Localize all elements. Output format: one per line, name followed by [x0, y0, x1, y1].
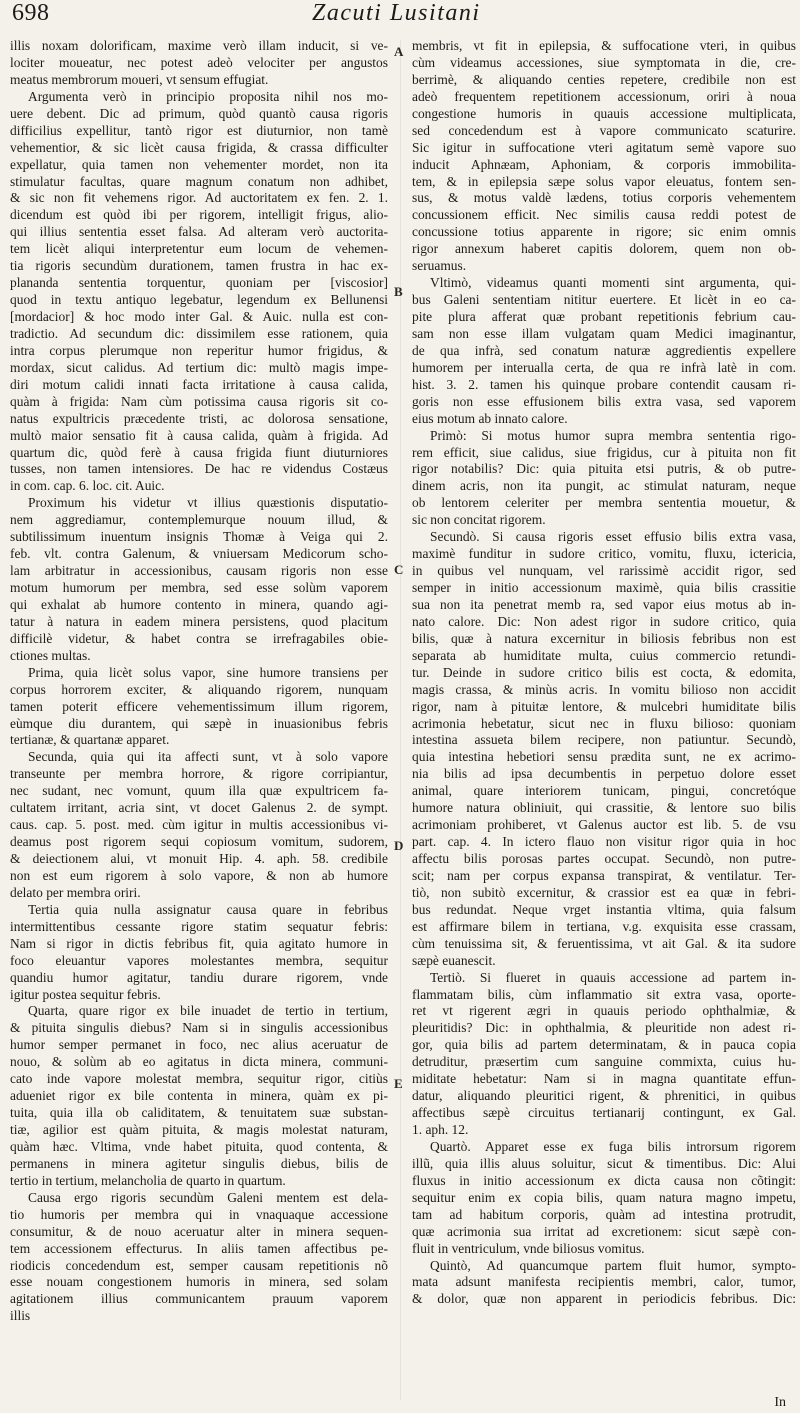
text-line: miditate hebetatur: Nam si in magna quantitate effun- [412, 1071, 796, 1087]
text-line: Tertia quia nulla assignatur causa quare in febribus [28, 901, 388, 917]
text-line: plananda sententia torquentur, quoniam per [viscosior] [10, 275, 388, 291]
text-line: sæpè euanescit. [412, 952, 496, 968]
text-line: quod in textu antiquo legebatur, legendum ex Bellunensi [10, 292, 388, 308]
text-line: tusses, non tamen intensiores. De hac re videndus Costæus [10, 461, 388, 477]
text-line: tem, & in epilepsia sæpe solus vapor eleuatus, fontem sen- [412, 173, 796, 189]
text-line: bilis, quæ à natura excernitur in biliosis febribus non est [412, 630, 796, 646]
text-line: Secunda, quia qui ita affecti sunt, vt à solo vapore [28, 749, 388, 765]
text-line: adeò frequentem repetitionem accessionum, oriri à noua [412, 88, 796, 104]
text-line: dicendum est quòd ibi per rigorem, intelligit frigus, alio- [10, 207, 388, 223]
page-header [12, 0, 782, 40]
text-line: qui exhalat ab humore contento in minera, quando agi- [10, 596, 388, 612]
text-line: cùm tenuissima sit, & feruentissima, vt ait Gal. & ita sudore [412, 935, 796, 951]
text-line: sam non esse illam vulgatam quam Medici imaginantur, [412, 325, 796, 341]
text-line: datur, aliquando pleuritici rigent, & phrenitici, in quibus [412, 1088, 796, 1104]
text-line: pleuritidis? Dic: in ophthalmia, & pleuritide non adest ri- [412, 1020, 796, 1036]
text-line: cato inde vapore molestat membra, sequitur rigor, citiùs [10, 1071, 388, 1087]
text-line: sic non concitat rigorem. [412, 512, 546, 528]
text-line: flammatam bilis, cùm inflammatio sit extra vasa, oporte- [412, 986, 796, 1002]
text-line: eùmque diu durantem, qui sæpè in inuasionibus febris [10, 715, 388, 731]
text-line: nia bilis ad ipsa decumbentis in perpetuo dolore esset [412, 766, 796, 782]
text-line: uere debent. Dic ad primum, quòd quantò causa rigoris [10, 105, 388, 121]
text-line: cultatem irritant, acria sint, vt docet Galenus 2. de sympt. [10, 800, 388, 816]
text-line: berrimè, & aliquando centies repetere, credibile non est [412, 71, 796, 87]
text-line: sed concedendum est à vapore communicato scaturire. [412, 122, 796, 138]
text-line: separata ab humiditate multa, cuius commercio retundi- [412, 647, 796, 663]
text-line: consumitur, & de nouo aceruatur alter in minera sequen- [10, 1223, 388, 1239]
text-line: tiò, non subitò excernitur, & crassior est ea quæ in febri- [412, 884, 796, 900]
text-line: tur. Deinde in sudore critico bilis est cocta, & edomita, [412, 664, 796, 680]
text-line: Argumenta verò in principio proposita nihil nos mo- [28, 88, 388, 104]
left-column [10, 38, 388, 1325]
text-line: ret vt rigerent ægri in quauis periodo ophthalmiæ, & [412, 1003, 796, 1019]
running-title: Zacuti Lusitani [312, 0, 481, 26]
text-line: inducit Aphnæam, Aphoniam, & corporis immobilita- [412, 156, 796, 172]
text-line: in quibus vel nunquam, vel rarissimè accidit rigor, sed [412, 563, 796, 579]
text-line: tem accessionem effecturus. In aliis tamen affectibus pe- [10, 1240, 388, 1256]
text-line: sequitur enim ex copia bilis, quam natura magno impetu, [412, 1189, 796, 1205]
text-line: acrimoniam prohiberet, vt Galenus auctor est lib. 5. de vsu [412, 817, 796, 833]
text-line: permanens in minera agitetur singulis diebus, bilis de [10, 1155, 388, 1171]
text-line: illũ, quia illis aluus soluitur, sicut & timentibus. Dic: Alui [412, 1155, 796, 1171]
text-line: qui illius sententia esset falsa. Ad alteram verò auctorita- [10, 224, 388, 240]
text-line: acrimonia hebetatur, sicut nec in fluxu bilioso: quoniam [412, 715, 796, 731]
text-line: concussione totius apparente in rigore; sic enim omnis [412, 224, 796, 240]
text-line: maximè funditur in sudore critico, vomitu, fluxu, ictericia, [412, 546, 796, 562]
text-line: congestione humoris in quauis accessione multiplicata, [412, 105, 796, 121]
text-line: magis crassa, & minùs acris. In vomitu bilioso non accidit [412, 681, 796, 697]
text-line: Nam si rigor in dictis febribus fit, quia agitato humore in [10, 935, 388, 951]
text-line: rigor, nam à pituitæ lentore, & mulcebri humiditate bilis [412, 698, 796, 714]
text-line: tam ad habitum corporis, quàm ad intestina protrudit, [412, 1206, 796, 1222]
text-line: gor, quia bilis ad partem determinatam, & in pauca copia [412, 1037, 796, 1053]
text-line: transeunte per membra horrore, & rigore corripiantur, [10, 766, 388, 782]
text-line: igitur postea sequitur febris. [10, 986, 161, 1002]
margin-marker-e: E [394, 1076, 403, 1091]
text-line: mordax, sicut calidus. Ad tertium dic: multò magis impe- [10, 359, 388, 375]
text-line: Prima, quia licèt solus vapor, sine humore transiens per [28, 664, 388, 680]
text-line: difficilius expellitur, tantò rigor est diuturnior, non tamè [10, 122, 388, 138]
text-line: intestina assueta bilem recipere, non patiuntur. Secundò, [412, 732, 796, 748]
text-line: tamen poterit efficere vehementissimum illum rigorem, [10, 698, 388, 714]
text-line: vehementior, & sic licèt causa frigida, & crassa difficulter [10, 139, 388, 155]
text-line: quàm à frigida: Nam cùm potissima causa rigoris sit co- [10, 393, 388, 409]
margin-marker-c: C [394, 562, 404, 577]
text-line: bus Galeni sententiam nititur euertere. Et licèt in eo ca- [412, 292, 796, 308]
text-line: riodicis concedendum est, semper causam repetitionis nõ [10, 1257, 388, 1273]
page-number: 698 [12, 0, 50, 26]
text-line: [mordacior] & hoc modo inter Gal. & Auic. nulla est con- [10, 309, 388, 324]
column-gutter [400, 40, 401, 1400]
text-line: animal, quare interiorem tunicam, pingui, concretóque [412, 783, 796, 799]
text-line: concussionem efficit. Nec similis causa reddi potest de [412, 207, 796, 223]
text-line: illis [10, 1308, 31, 1324]
text-line: humor semper permanet in foco, nec alius aceruatur de [10, 1037, 388, 1053]
text-line: nec sudant, nec vomunt, quum illa quæ expultricem fa- [10, 783, 388, 799]
text-line: Primò: Si motus humor supra membra sententia rigo- [430, 427, 796, 443]
text-line: goris non esse effusionem bilis extra vasa, sed vaporem [412, 393, 796, 409]
text-line: Quarta, quare rigor ex bile inuadet de tertio in tertium, [28, 1003, 388, 1019]
text-line: humorem per interualla certa, de qua re infrà latè in com. [412, 359, 796, 375]
text-line: difficilè videtur, & habet contra se irrefragabiles obie- [10, 630, 388, 646]
margin-marker-a: A [394, 44, 404, 59]
text-line: in com. cap. 6. loc. cit. Auic. [10, 478, 165, 494]
text-line: humore natura obliniuit, qui crassitie, & lentore suo bilis [412, 800, 796, 816]
text-line: rigor notabilis? Dic: quia pituita etsi putris, & ob putre- [412, 461, 796, 477]
text-line: agitationem illius communicantem prauum vaporem [10, 1291, 388, 1307]
text-line: tradictio. Ad secundum dic: dissimilem esse rationem, quia [10, 325, 388, 341]
text-line: part. cap. 4. In ictero flauo non visitur rigor quia in hoc [412, 834, 796, 850]
text-line: intra corpus plerumque non reperitur humor frigidus, & [10, 342, 388, 358]
text-line: nato calore. Dic: Non adest rigor in sudore critico, quia [412, 613, 796, 629]
text-line: diri motum calidi innati facta irritatione à causa calida, [10, 376, 388, 392]
text-line: sus, & motus valdè lædens, totius corporis vehementem [412, 190, 796, 206]
text-line: nouo, & solùm ab eo agitatus in dicta minera, communi- [10, 1054, 388, 1070]
text-line: subtilissimum inuentum insignis Thomæ à Veiga qui 2. [10, 529, 388, 545]
text-line: esse nouam congestionem humoris in minera, sed solam [10, 1274, 388, 1290]
text-line: adueniet rigor ex bile contenta in minera, quàm ex pi- [10, 1088, 388, 1104]
right-column [412, 38, 796, 1308]
text-line: Quintò, Ad quancumque partem fluit humor, sympto- [430, 1257, 796, 1273]
text-line: bus redundat. Neque vrget instantia vltima, quia falsum [412, 901, 796, 917]
text-line: multò maior sensatio fit à causa calida, quàm à frigida. Ad [10, 427, 388, 443]
text-line: affectibus sæpè circuitus tertianarij contingunt, ex Gal. [412, 1105, 796, 1121]
text-line: lociter moueatur, nec potest adeò velociter per angustos [10, 54, 388, 70]
text-line: quandiu humor agitatur, tandiu durare rigorem, vnde [10, 969, 388, 985]
text-line: mata adsunt manifesta recipientis membri, calor, tumor, [412, 1274, 796, 1290]
text-line: seruamus. [412, 258, 467, 274]
text-line: stimulatur facultas, quare magnum conatum non adhibet, [10, 173, 388, 189]
text-line: ob lentorem celeriter per membra sententia mouetur, & [412, 495, 796, 511]
text-line: non est eum rigorem à solo vapore, & non ab humore [10, 867, 388, 883]
text-line: Sic igitur in suffocatione vteri agitatum semè vapore suo [412, 139, 796, 155]
text-line: ctiones multas. [10, 647, 91, 663]
text-line: sua non ita penetrat memb ra, sed vapor eius motus ab in- [412, 596, 796, 612]
text-line: quia intestina hebetiori sensu prædita sunt, ne ex acrimo- [412, 749, 796, 765]
text-line: tem licèt aliqui interpretentur eum locum de vehemen- [10, 241, 388, 257]
text-line: affectu bilis porosas partes occupat. Secundò, non putre- [412, 851, 796, 866]
text-line: natus expultricis præcedente tristi, ac dolorosa sensatione, [10, 410, 388, 426]
text-line: tertio in tertium, melancholia de quarto in quartum. [10, 1172, 286, 1188]
text-line: caus. cap. 5. post. med. cùm igitur in multis accessionibus vi- [10, 817, 388, 833]
text-line: Tertiò. Si flueret in quauis accessione ad partem in- [430, 969, 796, 985]
text-line: deamus post rigorem sequi copiosum vomitum, sudorem, [10, 834, 388, 850]
text-line: tio humoris per membra qui in vnaquaque accessione [10, 1206, 388, 1222]
text-line: Quartò. Apparet esse ex fuga bilis introrsum rigorem [430, 1138, 796, 1154]
text-line: foco eleuantur vapores molestantes membra, sequitur [10, 952, 388, 968]
text-line: illis noxam dolorificam, maxime verò illam inducit, si ve- [10, 38, 388, 53]
text-line: quartum dic, quòd ferè à causa frigida fiunt diuturniores [10, 444, 388, 460]
text-line: meatus membrorum moueri, vt sensum effugiat. [10, 71, 269, 87]
text-line: lam arbitratur in accessionibus, causam rigoris non esse [10, 563, 388, 579]
text-line: membris, vt fit in epilepsia, & suffocatione vteri, in quibus [412, 38, 796, 53]
text-line: detruditur, præsertim cum sanguine commixta, cuius hu- [412, 1054, 796, 1070]
text-line: tiæ, agilior est quàm pituita, & magis molestat naturam, [10, 1122, 388, 1137]
text-line: dinem acris, non ita pungit, ac stimulat naturam, neque [412, 478, 796, 494]
text-line: Causa ergo rigoris secundùm Galeni mentem est dela- [28, 1189, 388, 1205]
text-line: tuita, quia illa ob caliditatem, & tenuitatem suæ substan- [10, 1105, 388, 1121]
text-line: quàm hæc. Vltima, vnde habet pituita, quod contenta, & [10, 1138, 388, 1154]
margin-marker-b: B [394, 284, 403, 299]
catchword: In [774, 1395, 786, 1410]
text-line: de qua infrà, sed conatum naturæ aggredientis expellere [412, 342, 796, 358]
text-line: hist. 3. 2. tamen his quinque probare contendit causam ri- [412, 376, 796, 392]
text-line: Proximum his videtur vt illius quæstionis disputatio- [28, 495, 388, 511]
margin-marker-d: D [394, 838, 404, 853]
text-line: tertianæ, & quartanæ apparet. [10, 732, 170, 748]
text-line: corpus horrorem exciter, & aliquando rigorem, nunquam [10, 681, 388, 697]
text-line: tatur à natura in eadem minera persistens, quod placitum [10, 613, 388, 629]
text-line: & sic non fit vehemens rigor. Ad auctoritatem ex fen. 2. 1. [10, 190, 388, 206]
text-line: & deiectionem alui, vt monuit Hip. 4. aph. 58. credibile [10, 851, 388, 866]
text-line: expellatur, quia tamen non vehementer mordet, non ita [10, 156, 388, 172]
text-line: est affirmare bilem in tertiana, v.g. exquisita esse crassam, [412, 918, 796, 934]
text-line: feb. vlt. contra Galenum, & vniuersam Medicorum scho- [10, 546, 388, 562]
text-line: 1. aph. 12. [412, 1122, 469, 1137]
text-line: rem efficit, siue calidus, siue frigidus, cur à pituita non fit [412, 444, 796, 460]
text-line: nem aggrediamur, contemplemurque nouum illud, & [10, 512, 388, 528]
text-line: rigor annexum haberet capitis dolorem, quem non ob- [412, 241, 796, 257]
text-line: Secundò. Si causa rigoris esset effusio bilis extra vasa, [430, 529, 796, 545]
text-line: tia rigoris secundùm durationem, tamen frustra in hac ex- [10, 258, 388, 274]
text-line: fluit in ventriculum, vnde biliosus vomitus. [412, 1240, 645, 1256]
text-line: eius motum ab innato calore. [412, 410, 568, 426]
text-line: intermittentibus cessante rigore statim sequatur febris: [10, 918, 388, 934]
text-line: semper in initio accessionum maximè, quia bilis crassitie [412, 580, 796, 595]
text-line: fluxus in initio accessionum ex dicta causa non cõtingit: [412, 1172, 796, 1188]
text-line: & dolor, quæ non apparent in periodicis febribus. Dic: [412, 1291, 796, 1307]
text-line: scit; nam per corpus expansa transpirat, & ventilatur. Ter- [412, 867, 796, 883]
text-line: cùm videamus accessiones, siue symptomata in die, cre- [412, 54, 796, 70]
text-line: motum humorum per membra, sed esse solùm vaporem [10, 580, 388, 595]
text-line: Vltimò, videamus quanti momenti sint argumenta, qui- [430, 275, 796, 291]
text-line: quæ acrimonia sua irritat ad excretionem: sicut sæpè con- [412, 1223, 796, 1239]
text-line: & pituita singulis diebus? Nam si in singulis accessionibus [10, 1020, 388, 1036]
text-line: pite plura afferat quæ probant repetitionis febrium cau- [412, 309, 796, 324]
text-line: delato per membra oriri. [10, 884, 141, 900]
